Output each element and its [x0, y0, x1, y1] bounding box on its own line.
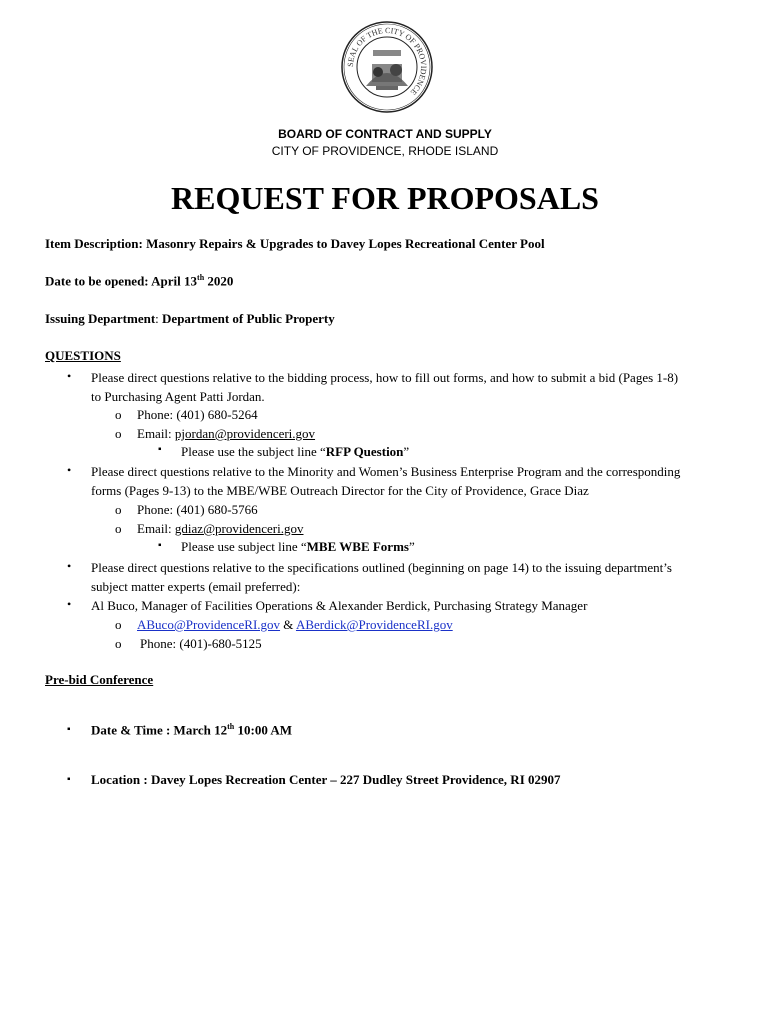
prebid-datetime-prefix: Date & Time : March 12 [91, 722, 228, 738]
q2-line2: forms (Pages 9-13) to the MBE/WBE Outreach Director for the City of Providence, Grace Diaz [91, 483, 589, 498]
bullet-icon: • [67, 369, 72, 383]
item-description [45, 236, 545, 252]
date-opened-label: Date to be opened: [45, 273, 152, 289]
q4-email1-link[interactable]: ABuco@ProvidenceRI.gov [137, 617, 281, 632]
q2-subject-line [181, 537, 415, 556]
issuing-label: Issuing Department [45, 311, 156, 326]
q2-email-link[interactable]: gdiaz@providenceri.gov [174, 521, 304, 536]
q2-line1: Please direct questions relative to the Minority and Women’s Business Enterprise Program and the corresponding [91, 464, 681, 479]
issuing-department [45, 311, 335, 327]
q3-line1: Please direct questions relative to the specifications outlined (beginning on page 14) to the issuing department’s [91, 560, 672, 575]
item-description-value: Masonry Repairs & Upgrades to Davey Lopes Recreational Center Pool [146, 236, 545, 251]
q4-email2-link[interactable]: ABerdick@ProvidenceRI.gov [295, 617, 453, 632]
sub-bullet-icon: o [115, 636, 122, 651]
prebid-heading: Pre-bid Conference [45, 672, 154, 687]
prebid-datetime-suffix: 10:00 AM [234, 722, 293, 738]
date-opened [45, 273, 233, 289]
q1-email-label: Email: [137, 426, 175, 441]
prebid-datetime [91, 722, 292, 738]
bullet-icon: • [67, 597, 72, 611]
q2-email-line [137, 519, 304, 538]
q2-subject-suffix: ” [408, 539, 415, 554]
board-heading: BOARD OF CONTRACT AND SUPPLY [278, 127, 492, 141]
bullet-icon: • [67, 463, 72, 477]
q1-subject: RFP Question [325, 444, 404, 459]
sub-bullet-icon: o [115, 502, 122, 517]
prebid-location: Location : Davey Lopes Recreation Center – 227 Dudley Street Providence, RI 02907 [91, 772, 561, 787]
q1-subject-suffix: ” [403, 444, 410, 459]
issuing-value: Department of Public Property [162, 311, 335, 326]
item-description-label: Item Description: [45, 236, 147, 251]
q1-subject-line [181, 442, 409, 461]
q4-amp: & [280, 617, 296, 632]
city-heading: CITY OF PROVIDENCE, RHODE ISLAND [271, 144, 499, 158]
q1-line1: Please direct questions relative to the bidding process, how to fill out forms, and how to submit a bid (Pages 1-8) [91, 370, 679, 385]
square-bullet-icon: ▪ [67, 774, 71, 785]
q3-line2: subject matter experts (email preferred): [91, 579, 301, 594]
sub-bullet-icon: o [115, 407, 122, 422]
bullet-icon: • [67, 559, 72, 573]
q2-subject: MBE WBE Forms [306, 539, 409, 554]
q1-phone: Phone: (401) 680-5264 [137, 407, 258, 422]
q4-emails [137, 615, 453, 634]
sub-bullet-icon: o [115, 521, 122, 536]
q2-phone: Phone: (401) 680-5766 [137, 502, 258, 517]
document-title: REQUEST FOR PROPOSALS [171, 180, 599, 216]
q4-phone: Phone: (401)-680-5125 [140, 636, 262, 651]
q4-line1: Al Buco, Manager of Facilities Operations & Alexander Berdick, Purchasing Strategy Manager [91, 598, 588, 613]
seal-text: SEAL OF THE CITY OF PROVIDENCE [345, 25, 429, 97]
square-bullet-icon: ▪ [67, 724, 71, 735]
sub-bullet-icon: o [115, 617, 122, 632]
issuing-colon: : [155, 311, 163, 326]
q2-subject-prefix: Please use subject line “ [181, 539, 307, 554]
q1-line2: to Purchasing Agent Patti Jordan. [91, 389, 265, 404]
date-opened-value: April 13 [151, 273, 198, 289]
q1-subject-prefix: Please use the subject line “ [181, 444, 326, 459]
date-opened-sup: th [197, 273, 205, 282]
prebid-datetime-sup: th [227, 722, 235, 731]
questions-heading: QUESTIONS [45, 348, 121, 363]
city-seal-logo [340, 20, 434, 114]
square-bullet-icon: ▪ [158, 540, 162, 551]
sub-bullet-icon: o [115, 426, 122, 441]
square-bullet-icon: ▪ [158, 444, 162, 455]
date-opened-year: 2020 [204, 273, 234, 289]
q1-email-link[interactable]: pjordan@providenceri.gov [174, 426, 316, 441]
q2-email-label: Email: [137, 521, 175, 536]
q1-email-line [137, 424, 315, 443]
